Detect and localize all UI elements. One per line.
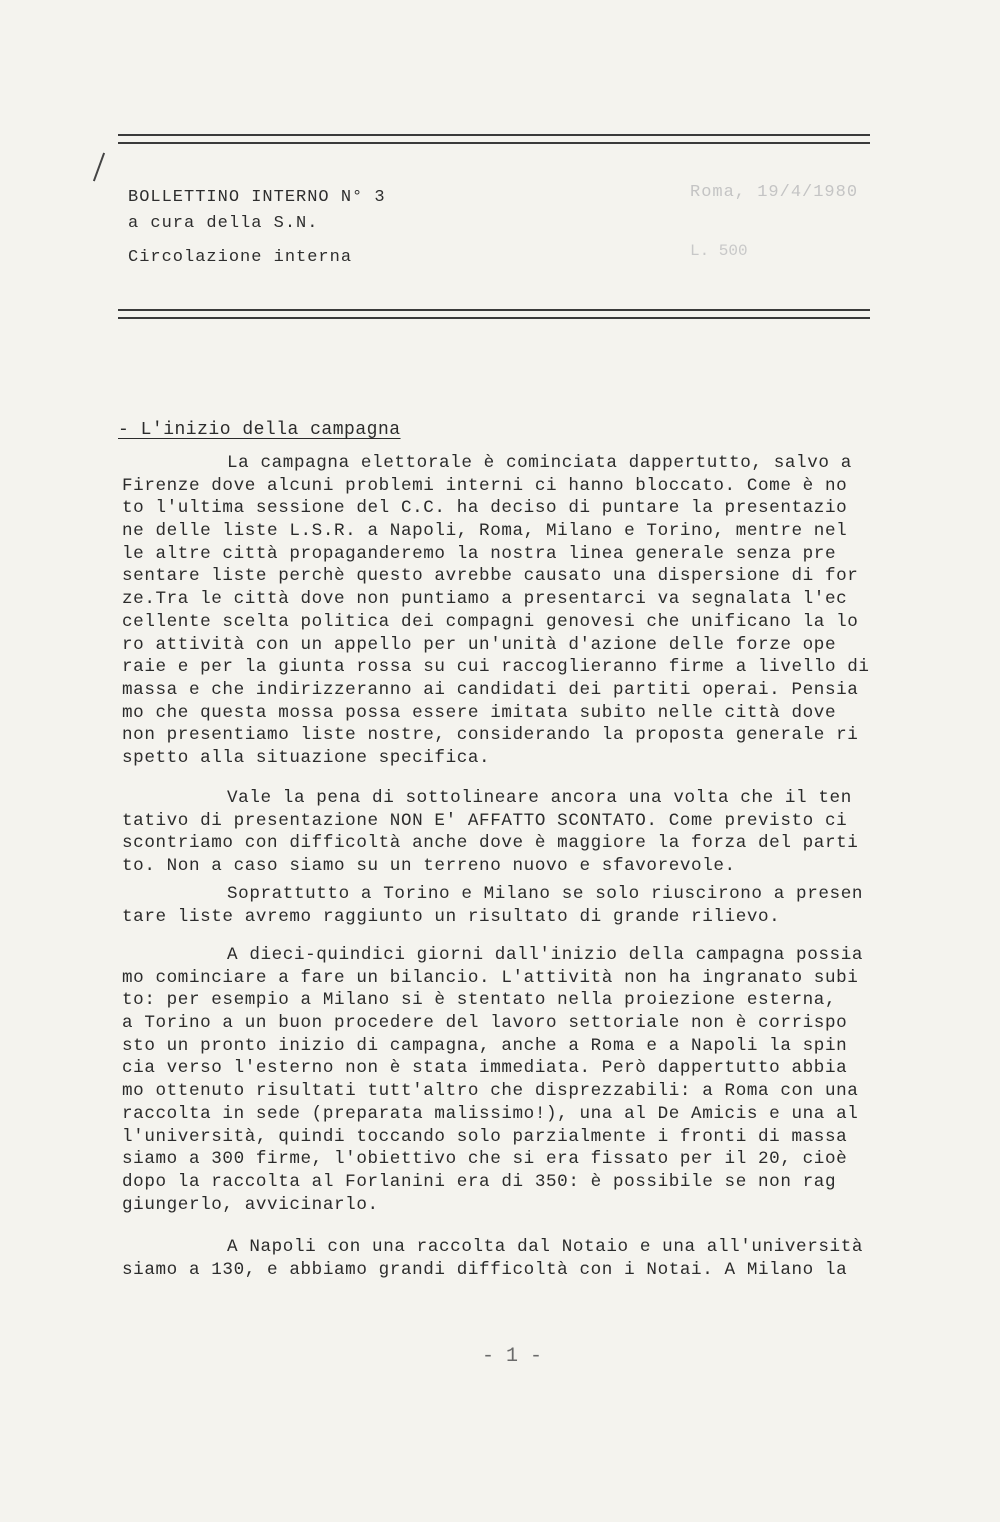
text-line: ro attività con un appello per un'unità d'azione delle forze ope	[122, 634, 837, 655]
text-line: a Torino a un buon procedere del lavoro settoriale non è corrispo	[122, 1013, 848, 1034]
text-line: sto un pronto inizio di campagna, anche a Roma e a Napoli la spin	[122, 1035, 848, 1056]
text-line: mo ottenuto risultati tutt'altro che disprezzabili: a Roma con una	[122, 1081, 859, 1102]
text-line: non presentiamo liste nostre, considerando la proposta generale ri	[122, 725, 859, 746]
text-line: mo che questa mossa possa essere imitata subito nelle città dove	[122, 702, 837, 723]
text-line: ne delle liste L.S.R. a Napoli, Roma, Milano e Torino, mentre nel	[122, 521, 848, 542]
text-line: to: per esempio a Milano si è stentato nella proiezione esterna,	[122, 990, 837, 1011]
text-line: siamo a 130, e abbiamo grandi difficoltà con i Notai. A Milano la	[122, 1259, 848, 1280]
text-line: mo cominciare a fare un bilancio. L'attività non ha ingranato subi	[122, 967, 859, 988]
text-line: Soprattutto a Torino e Milano se solo riuscirono a presen	[227, 884, 864, 904]
bulletin-title: BOLLETTINO INTERNO N° 3	[128, 188, 386, 207]
bulletin-date: Roma, 19/4/1980	[690, 183, 859, 202]
text-line: Firenze dove alcuni problemi interni ci hanno bloccato. Come è no	[122, 475, 848, 496]
bulletin-price: L. 500	[690, 242, 748, 260]
text-line: scontriamo con difficoltà anche dove è maggiore la forza del parti	[122, 833, 859, 854]
header-rule-bottom	[118, 309, 870, 319]
text-line: siamo a 300 firme, l'obiettivo che si era fissato per il 20, cioè	[122, 1149, 848, 1170]
paragraph-2	[122, 787, 912, 878]
text-line: cia verso l'esterno non è stata immediata. Però dappertutto abbia	[122, 1058, 848, 1079]
text-line: l'università, quindi toccando solo parzialmente i fronti di massa	[122, 1126, 848, 1147]
text-line: Vale la pena di sottolineare ancora una volta che il ten	[227, 788, 852, 808]
bulletin-editor: a cura della S.N.	[128, 214, 319, 233]
paragraph-4	[122, 944, 912, 1216]
paragraph-1	[122, 452, 912, 770]
text-line: ze.Tra le città dove non puntiamo a presentarci va segnalata l'ec	[122, 589, 848, 610]
text-line: La campagna elettorale è cominciata dappertutto, salvo a	[227, 453, 852, 473]
text-line: A dieci-quindici giorni dall'inizio della campagna possia	[227, 945, 864, 965]
text-line: spetto alla situazione specifica.	[122, 747, 491, 768]
text-line: A Napoli con una raccolta dal Notaio e una all'università	[227, 1237, 864, 1257]
paragraph-5	[122, 1236, 912, 1281]
page-number: - 1 -	[482, 1345, 543, 1368]
text-line: giungerlo, avvicinarlo.	[122, 1194, 379, 1215]
text-line: raccolta in sede (preparata malissimo!), una al De Amicis e una al	[122, 1103, 859, 1124]
text-line: tare liste avremo raggiunto un risultato di grande rilievo.	[122, 906, 781, 927]
margin-mark	[93, 153, 105, 182]
text-line: le altre città propaganderemo la nostra linea generale senza pre	[122, 543, 837, 564]
text-line: massa e che indirizzeranno ai candidati dei partiti operai. Pensia	[122, 679, 859, 700]
text-line: cellente scelta politica dei compagni genovesi che unificano la lo	[122, 611, 859, 632]
section-title	[118, 420, 401, 440]
text-line: tativo di presentazione NON E' AFFATTO SCONTATO. Come previsto ci	[122, 810, 848, 831]
text-line: to l'ultima sessione del C.C. ha deciso di puntare la presentazio	[122, 498, 848, 519]
text-line: sentare liste perchè questo avrebbe causato una dispersione di for	[122, 566, 859, 587]
paragraph-3	[122, 883, 912, 928]
section-title-text: - L'inizio della campagna	[118, 420, 401, 440]
header-rule-top	[118, 134, 870, 144]
text-line: dopo la raccolta al Forlanini era di 350: è possibile se non rag	[122, 1171, 837, 1192]
text-line: to. Non a caso siamo su un terreno nuovo e sfavorevole.	[122, 856, 736, 877]
text-line: raie e per la giunta rossa su cui raccoglieranno firme a livello di	[122, 657, 870, 678]
bulletin-circulation: Circolazione interna	[128, 248, 353, 267]
